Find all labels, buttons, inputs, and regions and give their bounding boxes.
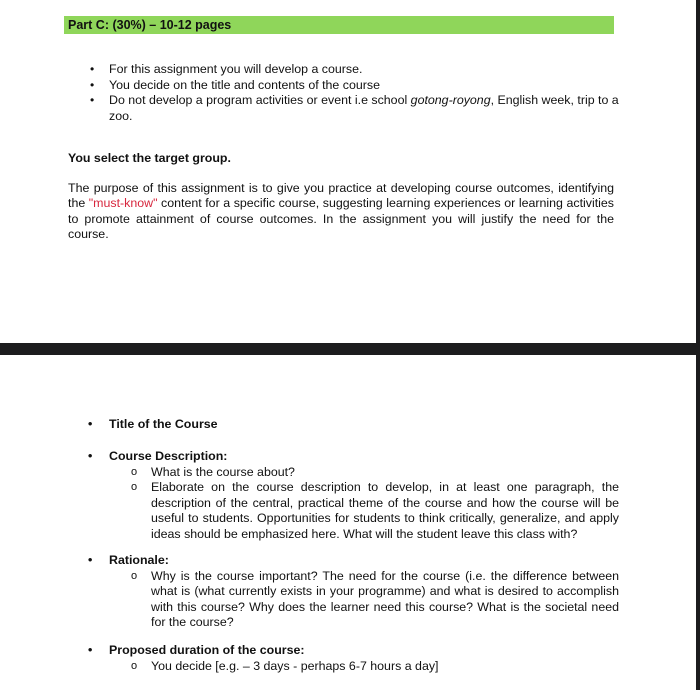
purpose-paragraph [68, 181, 614, 243]
proposed-duration-item [88, 643, 619, 674]
bullet-text: You decide on the title and contents of the course [109, 77, 380, 92]
purpose-text: content for a specific course, suggesting learning experiences or learning activities to promote attainment of course outcomes. In the assignment you will justify the need for the course. [68, 196, 614, 242]
title-of-course-item [88, 417, 619, 433]
bullet-icon: • [88, 553, 93, 567]
item-title: Course Description: [109, 449, 228, 463]
sub-list [109, 569, 619, 631]
list-item [131, 658, 619, 675]
bullet-icon: • [90, 93, 95, 107]
bullet-icon: • [90, 77, 95, 92]
bullet-icon: • [90, 62, 95, 76]
sub-text: Elaborate on the course description to develop, in at least one paragraph, the description of the central, practical theme of the course and how the course will be useful to students. Opportunities for students to think critically, generalize, and apply ideas should be emphasized here. What will the student leave this class with? [151, 480, 619, 541]
target-group-heading: You select the target group. [68, 151, 231, 165]
sub-text: You decide [e.g. – 3 days - perhaps 6-7 hours a day] [151, 658, 439, 673]
bullet-icon: • [88, 417, 93, 431]
bullet-text: , English week, trip to a zoo. [109, 93, 619, 123]
sub-bullet-icon: o [131, 569, 138, 582]
sub-bullet-icon: o [131, 481, 138, 493]
page-edge [696, 0, 700, 690]
bullet-italic-text: gotong-royong [410, 93, 491, 107]
list-item [131, 568, 619, 631]
sub-text: Why is the course important? The need for the course (i.e. the difference between what is (what currently exists in your programme) and what is desired to accomplish with this course? Why does the learner need this course? What is the societal need for the course? [151, 568, 619, 629]
item-title: Title of the Course [109, 417, 218, 431]
sub-list [109, 659, 619, 675]
assignment-bullet-list [90, 62, 619, 124]
part-c-heading: Part C: (30%) – 10-12 pages [64, 16, 614, 34]
sub-bullet-icon: o [131, 465, 138, 478]
bullet-icon: • [88, 449, 93, 463]
sub-list [109, 465, 619, 543]
list-item [131, 480, 619, 542]
document-page-1 [0, 0, 696, 343]
list-item [90, 77, 619, 94]
bullet-text: For this assignment you will develop a course. [109, 62, 363, 76]
bullet-icon: • [88, 643, 93, 657]
list-item [90, 93, 619, 124]
bullet-text: Do not develop a program activities or event i.e school [109, 93, 411, 107]
sub-bullet-icon: o [131, 659, 138, 672]
rationale-item [88, 553, 619, 631]
course-description-item [88, 449, 619, 542]
item-title: Rationale: [109, 553, 169, 567]
list-item [131, 464, 619, 481]
list-item [90, 62, 619, 78]
item-title: Proposed duration of the course: [109, 643, 305, 657]
must-know-highlight: "must-know" [88, 196, 158, 211]
purpose-text: The purpose of this assignment is to give you practice at developing course outcomes, identifying the [68, 181, 614, 211]
sub-text: What is the course about? [151, 464, 295, 479]
document-page-2 [0, 355, 696, 690]
